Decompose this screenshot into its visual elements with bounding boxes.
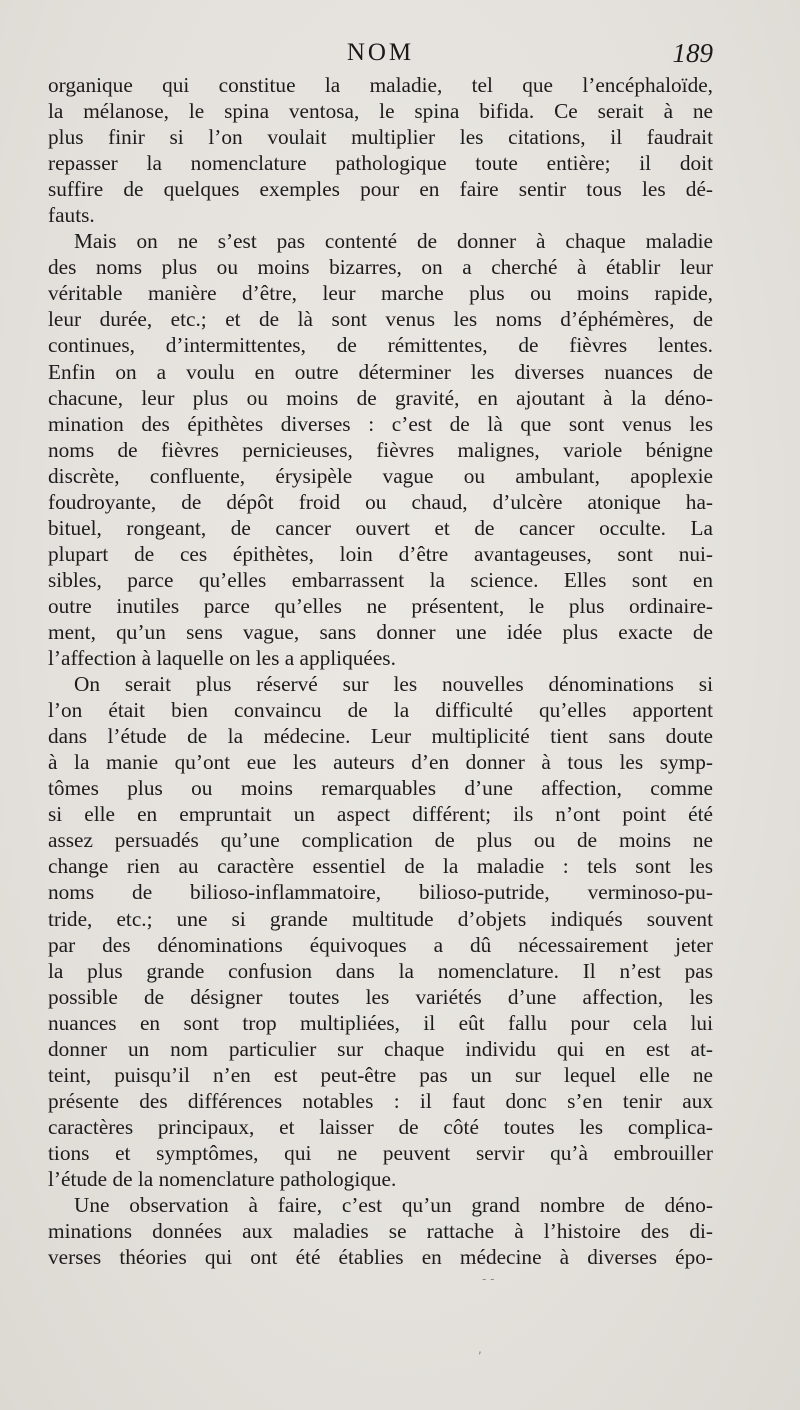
text-line: l’on était bien convaincu de la difficulté qu’elles apportent xyxy=(48,698,713,723)
text-line: si elle en empruntait un aspect différent; ils n’ont point été xyxy=(48,802,713,827)
text-line: l’étude de la nomenclature pathologique. xyxy=(48,1166,397,1191)
text-line: nuances en sont trop multipliées, il eût fallu pour cela lui xyxy=(48,1010,713,1035)
text-line: l’affection à laquelle on les a appliquées. xyxy=(48,646,396,671)
text-line: Enfin on a voulu en outre déterminer les diverses nuances de xyxy=(48,359,713,384)
text-line: véritable manière d’être, leur marche plus ou moins rapide, xyxy=(48,281,713,306)
text-line: fauts. xyxy=(48,203,95,228)
text-line: Une observation à faire, c’est qu’un grand nombre de déno- xyxy=(74,1193,713,1218)
text-line: tômes plus ou moins remarquables d’une affection, comme xyxy=(48,776,713,801)
running-head: NOM xyxy=(346,39,415,66)
text-line: tions et symptômes, qui ne peuvent servir qu’à embrouiller xyxy=(48,1140,713,1165)
text-line: noms de fièvres pernicieuses, fièvres malignes, variole bénigne xyxy=(48,437,713,462)
paragraph-3 xyxy=(48,671,713,1192)
text-line: minations données aux maladies se rattache à l’histoire des di- xyxy=(48,1219,713,1244)
text-line: Mais on ne s’est pas contenté de donner à chaque maladie xyxy=(74,229,713,254)
text-line: foudroyante, de dépôt froid ou chaud, d’ulcère atonique ha- xyxy=(48,489,713,514)
paragraph-1 xyxy=(48,72,713,228)
body-text xyxy=(48,72,713,1270)
paragraph-2 xyxy=(48,228,713,671)
text-line: présente des différences notables : il faut donc s’en tenir aux xyxy=(48,1088,713,1113)
text-line: verses théories qui ont été établies en médecine à diverses épo- xyxy=(48,1245,713,1270)
text-line: ment, qu’un sens vague, sans donner une idée plus exacte de xyxy=(48,619,713,644)
text-line: leur durée, etc.; et de là sont venus les noms d’éphémères, de xyxy=(48,307,713,332)
text-line: dans l’étude de la médecine. Leur multiplicité tient sans doute xyxy=(48,724,713,749)
text-line: des noms plus ou moins bizarres, on a cherché à établir leur xyxy=(48,255,713,280)
text-line: repasser la nomenclature pathologique toute entière; il doit xyxy=(48,151,713,176)
text-line: chacune, leur plus ou moins de gravité, en ajoutant à la déno- xyxy=(48,385,713,410)
text-line: teint, puisqu’il n’en est peut-être pas un sur lequel elle ne xyxy=(48,1062,713,1087)
text-line: discrète, confluente, érysipèle vague ou ambulant, apoplexie xyxy=(48,463,713,488)
text-line: la mélanose, le spina ventosa, le spina bifida. Ce serait à ne xyxy=(48,99,713,124)
text-line: donner un nom particulier sur chaque individu qui en est at- xyxy=(48,1036,713,1061)
page-number: 189 xyxy=(672,38,713,68)
text-line: suffire de quelques exemples pour en faire sentir tous les dé- xyxy=(48,177,713,202)
text-line: noms de bilioso-inflammatoire, bilioso-putride, verminoso-pu- xyxy=(48,880,713,905)
text-line: continues, d’intermittentes, de rémittentes, de fièvres lentes. xyxy=(48,333,713,358)
text-line: tride, etc.; une si grande multitude d’objets indiqués souvent xyxy=(48,906,713,931)
text-line: la plus grande confusion dans la nomenclature. Il n’est pas xyxy=(48,958,713,983)
text-line: On serait plus réservé sur les nouvelles dénominations si xyxy=(74,672,713,697)
paragraph-4 xyxy=(48,1192,713,1270)
text-line: change rien au caractère essentiel de la maladie : tels sont les xyxy=(48,854,713,879)
text-line: plus finir si l’on voulait multiplier les citations, il faudrait xyxy=(48,125,713,150)
text-line: plupart de ces épithètes, loin d’être avantageuses, sont nui- xyxy=(48,541,713,566)
text-line: possible de désigner toutes les variétés d’une affection, les xyxy=(48,984,713,1009)
text-line: assez persuadés qu’une complication de plus ou de moins ne xyxy=(48,828,713,853)
text-line: par des dénominations équivoques a dû nécessairement jeter xyxy=(48,932,713,957)
text-line: outre inutiles parce qu’elles ne présentent, le plus ordinaire- xyxy=(48,593,713,618)
text-line: caractères principaux, et laisser de côté toutes les complica- xyxy=(48,1114,713,1139)
text-line: à la manie qu’ont eue les auteurs d’en donner à tous les symp- xyxy=(48,750,713,775)
text-line: organique qui constitue la maladie, tel que l’encéphaloïde, xyxy=(48,73,713,97)
paper-speck: , xyxy=(478,1342,482,1356)
text-line: mination des épithètes diverses : c’est de là que sont venus les xyxy=(48,411,713,436)
page-header xyxy=(48,36,713,70)
text-line: sibles, parce qu’elles embarrassent la science. Elles sont en xyxy=(48,567,713,592)
paper-speck: - - xyxy=(482,1272,495,1286)
text-line: bituel, rongeant, de cancer ouvert et de cancer occulte. La xyxy=(48,515,713,540)
